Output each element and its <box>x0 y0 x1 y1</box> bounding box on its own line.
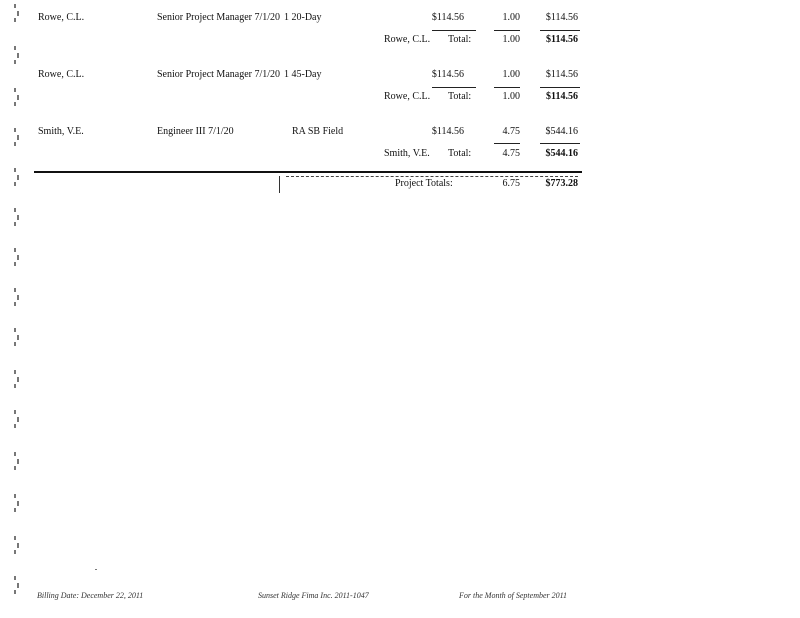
amount: $114.56 <box>545 12 578 23</box>
employee-name: Smith, V.E. <box>38 126 84 137</box>
footer-period: For the Month of September 2011 <box>459 591 568 600</box>
subtotal-rule <box>540 87 580 88</box>
edge-mark <box>14 576 24 594</box>
subtotal-hours: 4.75 <box>502 148 520 159</box>
project-totals-underline <box>286 176 578 177</box>
subtotal-name: Smith, V.E. <box>384 148 430 159</box>
task-name: 1 45-Day <box>284 69 322 80</box>
employee-name: Rowe, C.L. <box>38 12 85 23</box>
subtotal-hours: 1.00 <box>502 91 520 102</box>
edge-mark <box>14 536 24 554</box>
subtotal-amount: $114.56 <box>546 34 578 45</box>
hours: 1.00 <box>502 12 520 23</box>
subtotal-rule <box>494 143 520 144</box>
employee-title: Senior Project Manager 7/1/20 <box>157 69 281 80</box>
project-totals-label: Project Totals: <box>395 178 453 189</box>
edge-mark <box>14 248 24 266</box>
edge-mark <box>14 452 24 470</box>
subtotal-label: Total: <box>448 34 472 45</box>
billing-rate: $114.56 <box>431 12 464 23</box>
subtotal-name: Rowe, C.L. <box>384 91 431 102</box>
project-totals-amount: $773.28 <box>545 178 578 189</box>
subtotal-amount: $544.16 <box>545 148 578 159</box>
hours: 4.75 <box>502 126 520 137</box>
subtotal-label: Total: <box>448 148 472 159</box>
amount: $114.56 <box>545 69 578 80</box>
hours: 1.00 <box>502 69 520 80</box>
project-totals-rule <box>34 171 582 173</box>
subtotal-amount: $114.56 <box>546 91 578 102</box>
subtotal-rule <box>494 87 520 88</box>
edge-mark <box>14 328 24 346</box>
subtotal-label: Total: <box>448 91 472 102</box>
edge-mark <box>14 88 24 106</box>
edge-mark <box>14 128 24 146</box>
edge-mark <box>14 288 24 306</box>
project-totals-bracket <box>279 176 280 193</box>
employee-title: Engineer III 7/1/20 <box>157 126 234 137</box>
subtotal-rule <box>540 30 580 31</box>
edge-mark <box>14 168 24 186</box>
employee-name: Rowe, C.L. <box>38 69 85 80</box>
employee-title: Senior Project Manager 7/1/20 <box>157 12 281 23</box>
subtotal-rule <box>432 30 476 31</box>
task-name: 1 20-Day <box>284 12 322 23</box>
footer-company: Sunset Ridge Fima Inc. 2011-1047 <box>258 591 369 600</box>
subtotal-rule <box>540 143 580 144</box>
subtotal-name: Rowe, C.L. <box>384 34 431 45</box>
billing-rate: $114.56 <box>431 69 464 80</box>
edge-mark <box>14 370 24 388</box>
scan-speck <box>95 569 97 570</box>
edge-mark <box>14 208 24 226</box>
edge-mark <box>14 410 24 428</box>
subtotal-hours: 1.00 <box>502 34 520 45</box>
edge-mark <box>14 4 24 22</box>
amount: $544.16 <box>545 126 578 137</box>
subtotal-rule <box>494 30 520 31</box>
edge-mark <box>14 494 24 512</box>
subtotal-rule <box>432 87 476 88</box>
task-name: RA SB Field <box>292 126 344 137</box>
footer-billing-date: Billing Date: December 22, 2011 <box>37 591 144 600</box>
edge-mark <box>14 46 24 64</box>
billing-rate: $114.56 <box>431 126 464 137</box>
project-totals-hours: 6.75 <box>502 178 520 189</box>
